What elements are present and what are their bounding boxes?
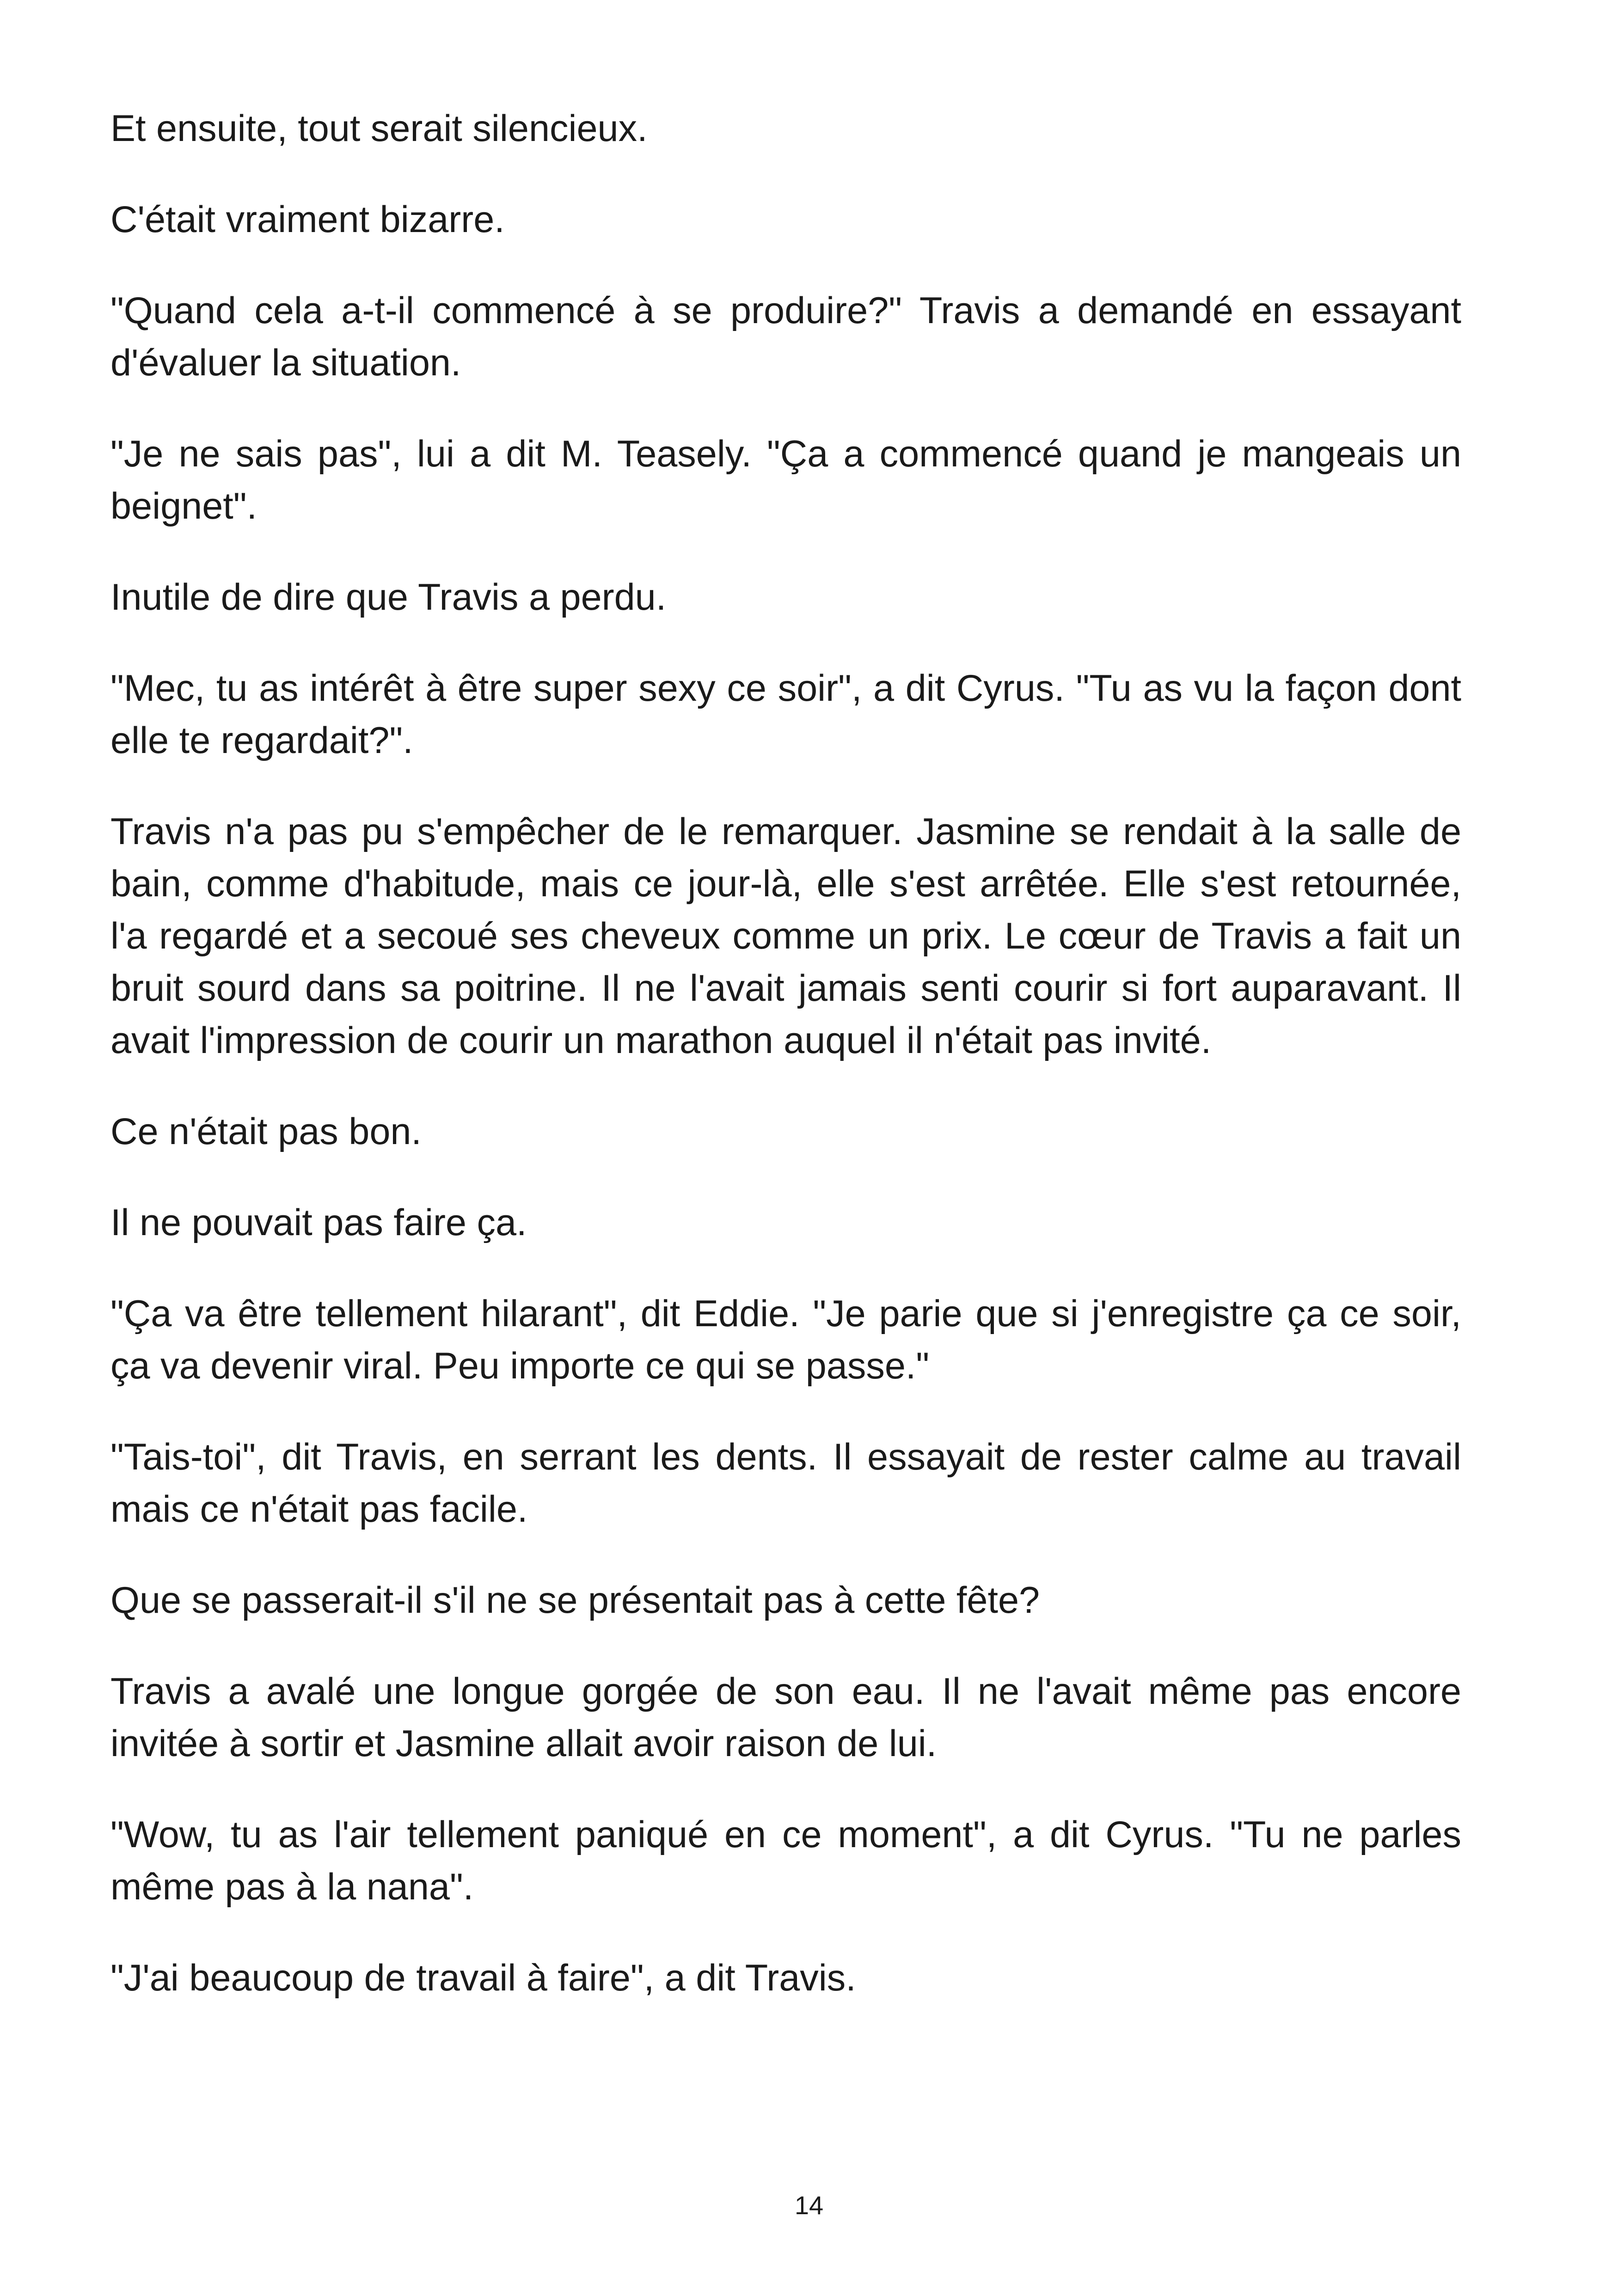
paragraph: "Wow, tu as l'air tellement paniqué en ce moment", a dit Cyrus. "Tu ne parles même pas à la nana". [110,1814,1461,1908]
paragraph: "J'ai beaucoup de travail à faire", a dit Travis. [110,1957,856,1999]
paragraph: "Tais-toi", dit Travis, en serrant les dents. Il essayait de rester calme au travail mais ce n'était pas facile. [110,1436,1461,1530]
paragraph: Ce n'était pas bon. [110,1111,422,1152]
paragraph: Que se passerait-il s'il ne se présentait pas à cette fête? [110,1580,1040,1621]
paragraph: Et ensuite, tout serait silencieux. [110,108,648,149]
paragraph: Il ne pouvait pas faire ça. [110,1202,527,1243]
paragraph: C'était vraiment bizarre. [110,199,505,240]
paragraph: Travis a avalé une longue gorgée de son eau. Il ne l'avait même pas encore invitée à sortir et Jasmine allait avoir raison de lui. [110,1671,1461,1764]
paragraph: "Ça va être tellement hilarant", dit Eddie. "Je parie que si j'enregistre ça ce soir, ça va devenir viral. Peu importe ce qui se passe." [110,1293,1461,1387]
paragraph: "Quand cela a-t-il commencé à se produire?" Travis a demandé en essayant d'évaluer la situation. [110,290,1461,384]
page-number: 14 [794,2191,824,2220]
body-text [110,103,1461,2043]
paragraph: Inutile de dire que Travis a perdu. [110,576,667,618]
paragraph: Travis n'a pas pu s'empêcher de le remarquer. Jasmine se rendait à la salle de bain, comme d'habitude, mais ce jour-là, elle s'est arrêtée. Elle s'est retournée, l'a regardé et a secoué ses cheveux comme un prix. Le cœur de Travis a fait un bruit sourd dans sa poitrine. Il ne l'avait jamais senti courir si fort auparavant. Il avait l'impression de courir un marathon auquel il n'était pas invité. [110,811,1461,1061]
paragraph: "Je ne sais pas", lui a dit M. Teasely. "Ça a commencé quand je mangeais un beignet". [110,433,1461,527]
paragraph: "Mec, tu as intérêt à être super sexy ce soir", a dit Cyrus. "Tu as vu la façon dont elle te regardait?". [110,667,1461,761]
